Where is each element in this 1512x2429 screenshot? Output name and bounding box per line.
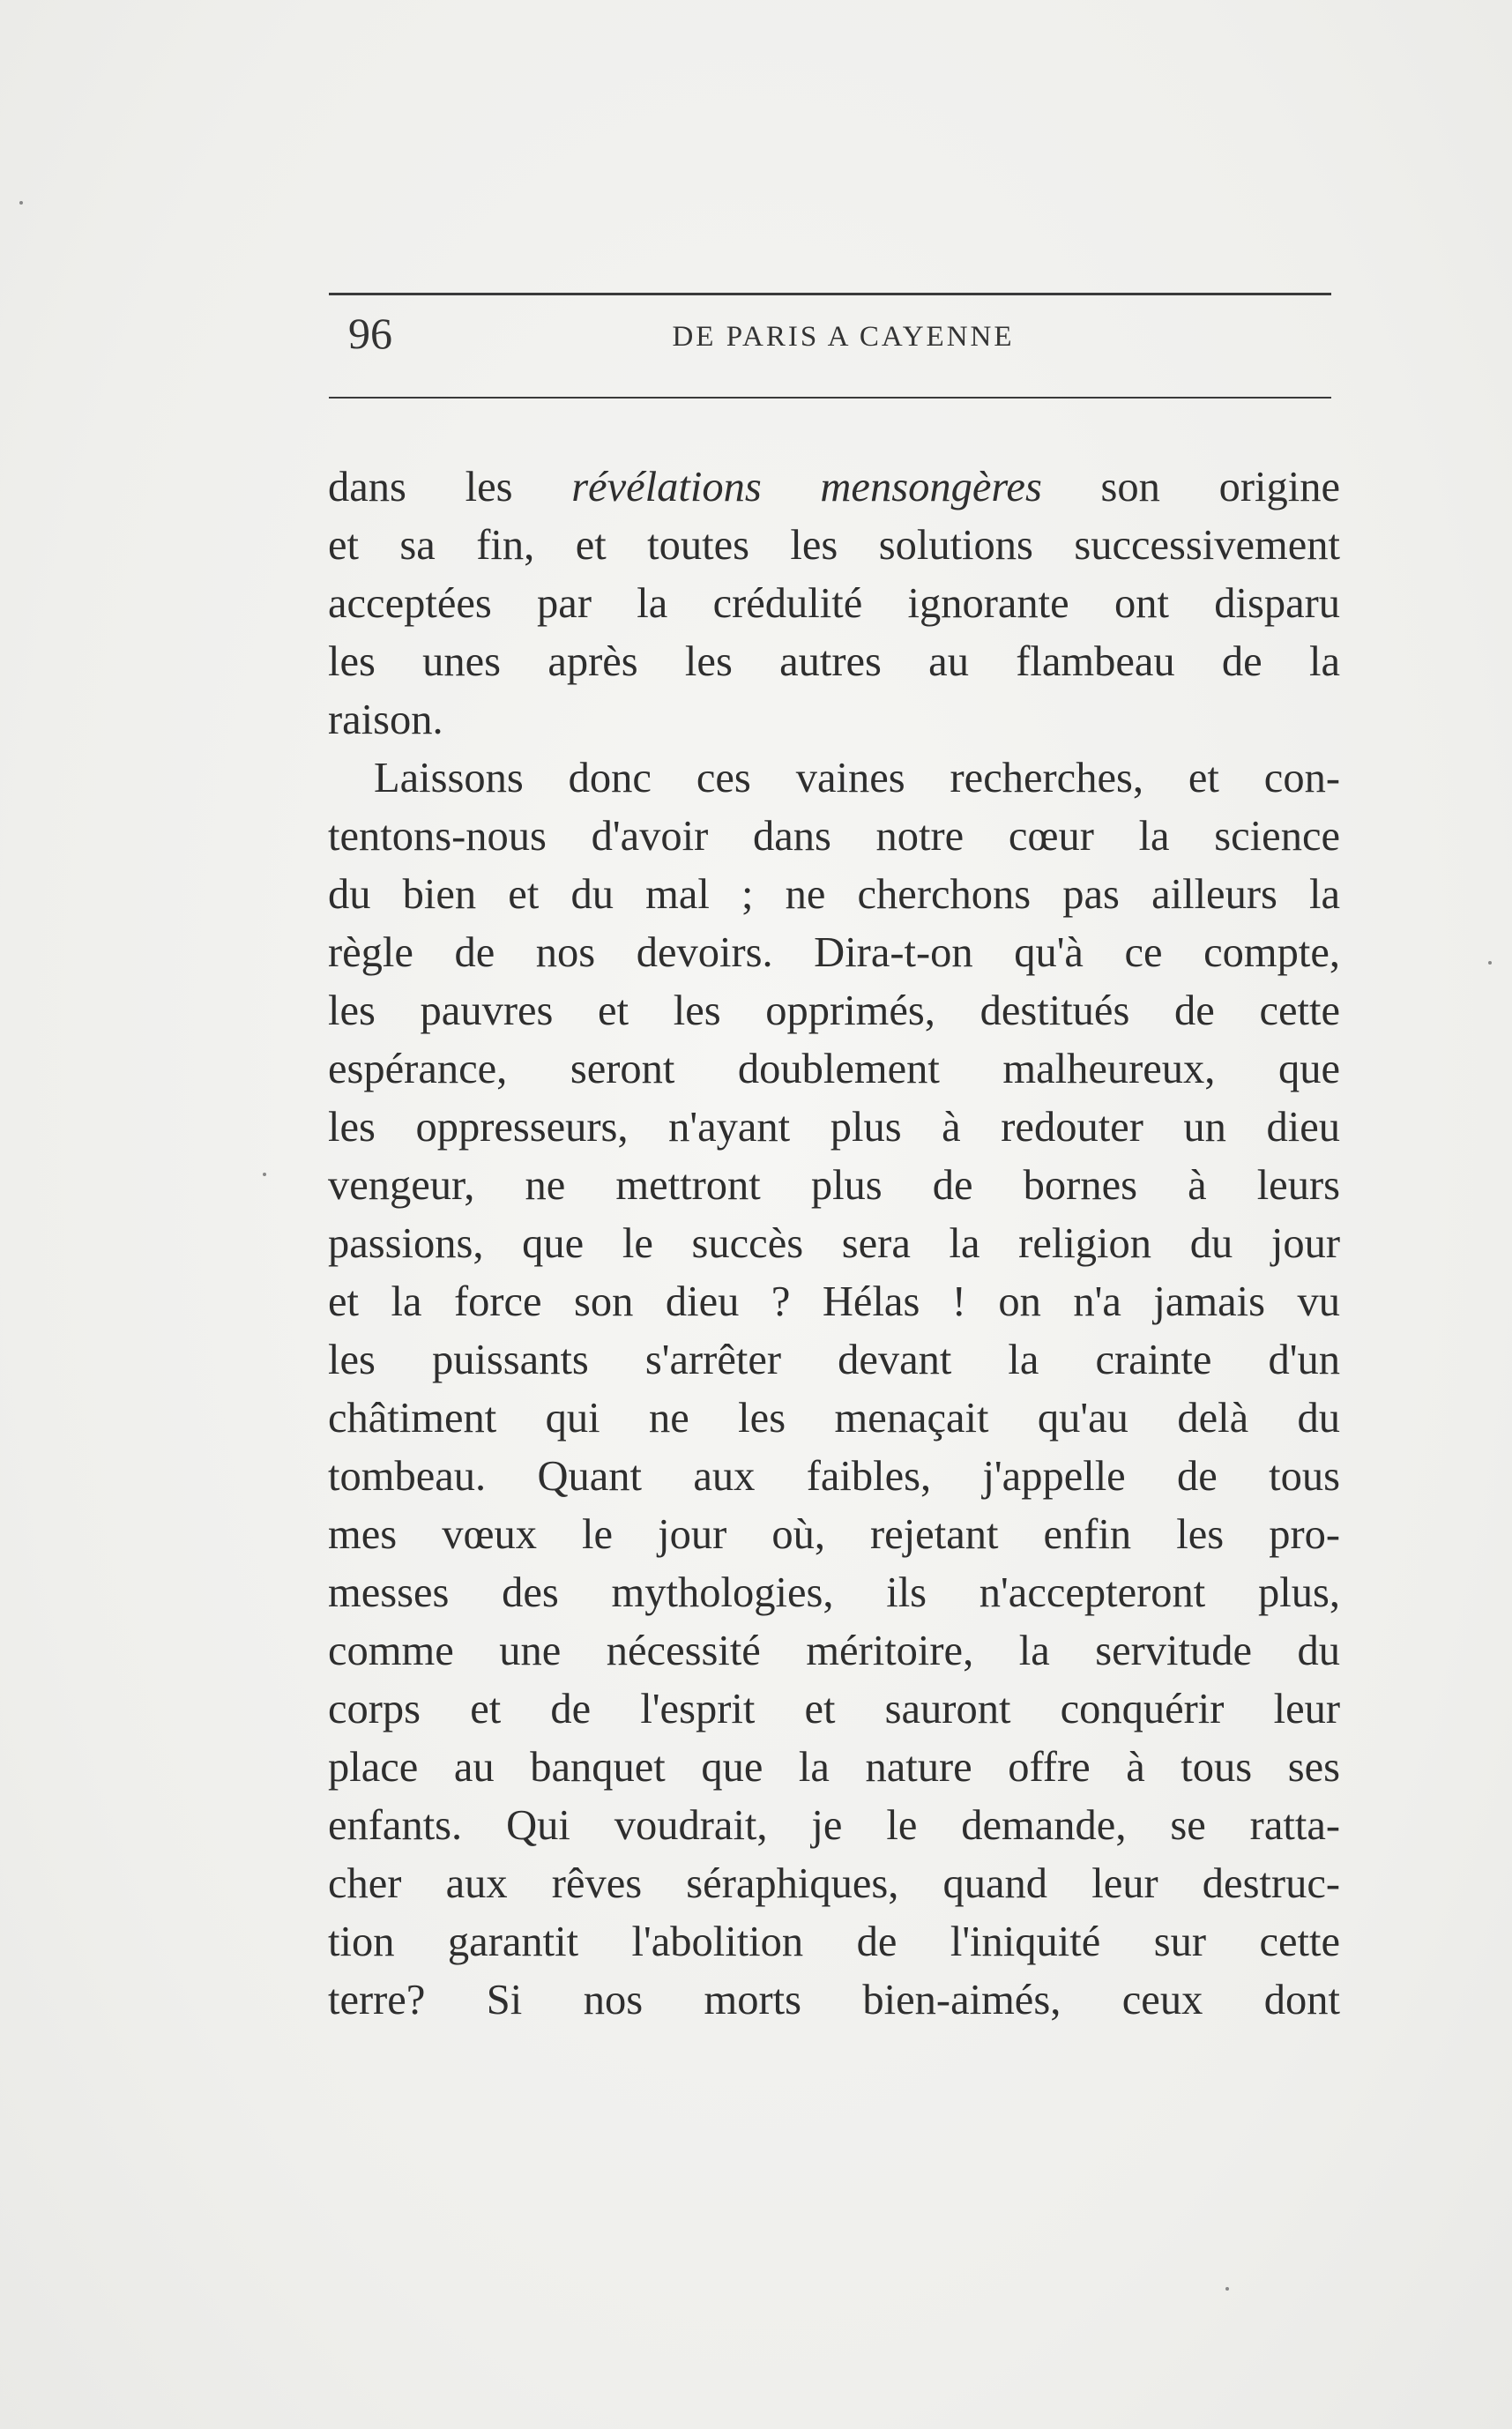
text-line: acceptées par la crédulité ignorante ont disparu [328, 580, 1340, 627]
scan-speck [263, 1173, 266, 1176]
text-line: comme une nécessité méritoire, la servitude du [328, 1628, 1340, 1674]
text-line: messes des mythologies, ils n'accepteront plus, [328, 1569, 1340, 1616]
text-line: et sa fin, et toutes les solutions successivement [328, 522, 1340, 569]
text-line: les oppresseurs, n'ayant plus à redouter un dieu [328, 1104, 1340, 1151]
text-line: et la force son dieu ? Hélas ! on n'a jamais vu [328, 1278, 1340, 1325]
paragraph-2 [328, 749, 1340, 2030]
header-top-rule [329, 293, 1331, 295]
text-line: tion garantit l'abolition de l'iniquité sur cette [328, 1919, 1340, 1965]
text-line: raison. [328, 697, 443, 743]
text-line: règle de nos devoirs. Dira-t-on qu'à ce compte, [328, 929, 1340, 976]
text-line: corps et de l'esprit et sauront conquérir leur [328, 1686, 1340, 1732]
text-line: châtiment qui ne les menaçait qu'au delà du [328, 1395, 1340, 1442]
running-header [329, 307, 1331, 369]
scan-speck [1488, 961, 1492, 965]
running-title: DE PARIS A CAYENNE [672, 321, 1015, 353]
text-line: tentons-nous d'avoir dans notre cœur la science [328, 813, 1340, 860]
scan-speck [1225, 2287, 1229, 2291]
italic-emphasis: révélations mensongères [571, 464, 1042, 510]
text-line: cher aux rêves séraphiques, quand leur destruc- [328, 1860, 1340, 1907]
text-line: passions, que le succès sera la religion du jour [328, 1220, 1340, 1267]
text-line: enfants. Qui voudrait, je le demande, se ratta- [328, 1802, 1340, 1849]
text-line: dans les révélations mensongères son origine [328, 464, 1340, 510]
text-line: les pauvres et les opprimés, destitués de cette [328, 987, 1340, 1034]
text-line: mes vœux le jour où, rejetant enfin les pro- [328, 1511, 1340, 1558]
text-line: terre? Si nos morts bien-aimés, ceux dont [328, 1977, 1340, 2023]
text-line: du bien et du mal ; ne cherchons pas ailleurs la [328, 871, 1340, 918]
text-line: tombeau. Quant aux faibles, j'appelle de tous [328, 1453, 1340, 1500]
text-line: les puissants s'arrêter devant la crainte d'un [328, 1337, 1340, 1383]
scan-speck [19, 201, 23, 205]
page-number: 96 [348, 309, 392, 358]
text-line: espérance, seront doublement malheureux, que [328, 1046, 1340, 1092]
text-line: vengeur, ne mettront plus de bornes à leurs [328, 1162, 1340, 1209]
text-line: place au banquet que la nature offre à tous ses [328, 1744, 1340, 1791]
text-line: Laissons donc ces vaines recherches, et con- [374, 755, 1340, 801]
paragraph-1 [328, 458, 1340, 749]
header-bottom-rule [329, 397, 1331, 399]
body-text [328, 458, 1340, 2030]
text-line: les unes après les autres au flambeau de la [328, 638, 1340, 685]
